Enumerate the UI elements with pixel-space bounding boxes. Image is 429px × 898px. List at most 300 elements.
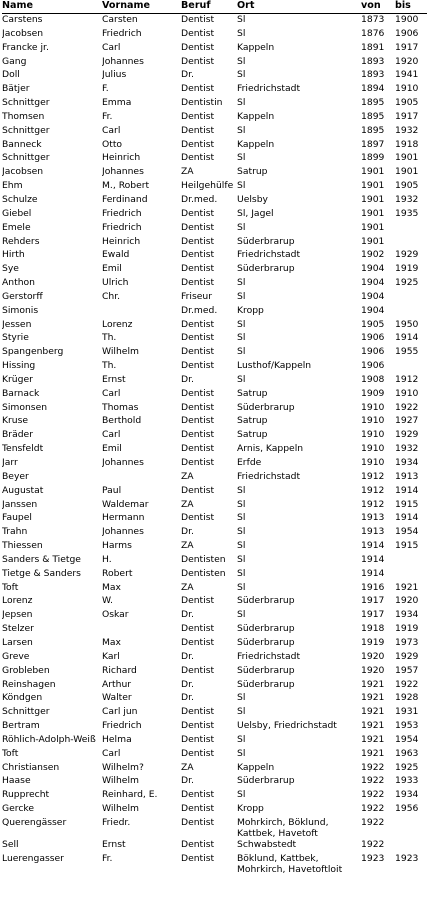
header-beruf: Beruf — [181, 0, 211, 11]
name-cell: Beyer — [2, 470, 29, 482]
vorname-cell: Carl — [102, 41, 121, 53]
beruf-cell: Dr. — [181, 775, 194, 787]
von-cell: 1873 — [361, 14, 385, 25]
vorname-cell: Wilhelm — [102, 775, 139, 787]
ort-cell: Sl — [237, 526, 246, 538]
table-row — [2, 180, 427, 194]
table-row — [2, 526, 427, 540]
bis-cell: 1932 — [395, 124, 419, 136]
table-row — [2, 374, 427, 388]
von-cell: 1913 — [361, 512, 385, 524]
vorname-cell: Max — [102, 581, 121, 593]
bis-cell: 1935 — [395, 207, 419, 219]
von-cell: 1921 — [361, 692, 385, 704]
table-row — [2, 42, 427, 56]
header-bis: bis — [395, 0, 411, 11]
von-cell: 1917 — [361, 595, 385, 607]
name-cell: Schnittger — [2, 152, 50, 164]
beruf-cell: Dentistin — [181, 97, 223, 109]
von-cell: 1912 — [361, 484, 385, 496]
vorname-cell: Johannes — [102, 526, 144, 538]
bis-cell: 1918 — [395, 138, 419, 150]
von-cell: 1921 — [361, 706, 385, 718]
von-cell: 1893 — [361, 55, 385, 67]
ort-cell: Sl — [237, 733, 246, 745]
ort-cell: Sl — [237, 27, 246, 39]
ort-cell: Sl — [237, 152, 246, 164]
name-cell: Toft — [2, 581, 19, 593]
name-cell: Stelzer — [2, 623, 34, 635]
vorname-cell: Wilhelm — [102, 346, 139, 358]
vorname-cell: Ernst — [102, 373, 126, 385]
beruf-cell: Dentisten — [181, 567, 226, 579]
bis-cell — [395, 568, 427, 582]
name-cell: Jacobsen — [2, 27, 44, 39]
bis-cell — [395, 236, 427, 250]
bis-cell — [395, 839, 427, 853]
vorname-cell: Reinhard, E. — [102, 789, 158, 801]
name-cell: Giebel — [2, 207, 32, 219]
beruf-cell: Dentist — [181, 318, 215, 330]
ort-cell: Kappeln — [237, 761, 275, 773]
table-row — [2, 748, 427, 762]
beruf-cell: Dr. — [181, 692, 194, 704]
beruf-cell: Dr. — [181, 69, 194, 81]
beruf-cell: Dentist — [181, 332, 215, 344]
von-cell: 1910 — [361, 415, 385, 427]
bis-cell: 1932 — [395, 193, 419, 205]
ort-cell: Sl — [237, 747, 246, 759]
bis-cell: 1915 — [395, 498, 419, 510]
table-row — [2, 839, 427, 853]
von-cell: 1904 — [361, 277, 385, 289]
bis-cell: 1933 — [395, 775, 419, 787]
name-cell: Gang — [2, 55, 27, 67]
beruf-cell: Dentist — [181, 387, 215, 399]
bis-cell — [395, 817, 427, 839]
bis-cell: 1954 — [395, 526, 419, 538]
ort-cell: Sl, Jagel — [237, 207, 274, 219]
ort-cell: Arnis, Kappeln — [237, 443, 304, 455]
name-cell: Trahn — [2, 526, 28, 538]
name-cell: Hissing — [2, 360, 36, 372]
header-ort: Ort — [237, 0, 255, 11]
beruf-cell: Dentist — [181, 636, 215, 648]
ort-cell: Sl — [237, 692, 246, 704]
table-row — [2, 277, 427, 291]
name-cell: Haase — [2, 775, 31, 787]
name-cell: Bertram — [2, 720, 40, 732]
beruf-cell: Dentist — [181, 221, 215, 233]
von-cell: 1922 — [361, 816, 385, 828]
header-row — [2, 0, 427, 14]
vorname-cell: Friedr. — [102, 816, 131, 828]
vorname-cell: Fr. — [102, 110, 113, 122]
vorname-cell — [102, 623, 181, 637]
name-cell: Doll — [2, 69, 20, 81]
table-row — [2, 637, 427, 651]
name-cell: Lorenz — [2, 595, 33, 607]
table-row — [2, 762, 427, 776]
table-row — [2, 789, 427, 803]
name-cell: Tensfeldt — [2, 443, 44, 455]
ort-cell: Sl — [237, 789, 246, 801]
name-cell: Reinshagen — [2, 678, 56, 690]
beruf-cell: Dentist — [181, 207, 215, 219]
vorname-cell: Otto — [102, 138, 123, 150]
vorname-cell: Friedrich — [102, 27, 142, 39]
ort-cell: Sl — [237, 484, 246, 496]
von-cell: 1895 — [361, 110, 385, 122]
table-row — [2, 139, 427, 153]
beruf-cell: Dentist — [181, 360, 215, 372]
von-cell: 1905 — [361, 318, 385, 330]
bis-cell: 1934 — [395, 609, 419, 621]
ort-cell: Sl — [237, 221, 246, 233]
name-cell: Emele — [2, 221, 31, 233]
name-cell: Krüger — [2, 373, 33, 385]
header-name: Name — [2, 0, 34, 11]
ort-cell: Sl — [237, 14, 246, 25]
vorname-cell: Emil — [102, 263, 122, 275]
von-cell: 1922 — [361, 761, 385, 773]
beruf-cell: Dentist — [181, 14, 215, 25]
name-cell: Querengässer — [2, 816, 67, 828]
table-row — [2, 775, 427, 789]
von-cell: 1906 — [361, 332, 385, 344]
name-cell: Schnittger — [2, 97, 50, 109]
beruf-cell: Dentist — [181, 83, 215, 95]
name-cell: Francke jr. — [2, 41, 49, 53]
von-cell: 1918 — [361, 623, 385, 635]
name-cell: Carstens — [2, 14, 43, 25]
vorname-cell: Carl — [102, 747, 121, 759]
table-row — [2, 69, 427, 83]
ort-cell: Süderbrarup — [237, 664, 295, 676]
vorname-cell: Walter — [102, 692, 132, 704]
name-cell: Köndgen — [2, 692, 43, 704]
bis-cell: 1955 — [395, 346, 419, 358]
von-cell: 1901 — [361, 221, 385, 233]
name-cell: Styrie — [2, 332, 29, 344]
beruf-cell: ZA — [181, 540, 194, 552]
name-cell: Bätjer — [2, 83, 30, 95]
vorname-cell: Max — [102, 636, 121, 648]
ort-cell: Süderbrarup — [237, 401, 295, 413]
table-row — [2, 415, 427, 429]
name-cell: Christiansen — [2, 761, 60, 773]
vorname-cell: Berthold — [102, 415, 142, 427]
von-cell: 1916 — [361, 581, 385, 593]
beruf-cell: Dentist — [181, 415, 215, 427]
ort-cell: Uelsby — [237, 193, 268, 205]
von-cell: 1910 — [361, 443, 385, 455]
von-cell: 1914 — [361, 553, 385, 565]
ort-cell: Kappeln — [237, 110, 275, 122]
ort-cell: Sl — [237, 318, 246, 330]
name-cell: Schnittger — [2, 706, 50, 718]
name-cell: Jepsen — [2, 609, 33, 621]
table-row — [2, 623, 427, 637]
bis-cell: 1950 — [395, 318, 419, 330]
name-cell: Bräder — [2, 429, 33, 441]
beruf-cell: Dentist — [181, 277, 215, 289]
bis-cell: 1941 — [395, 69, 419, 81]
bis-cell: 1912 — [395, 373, 419, 385]
vorname-cell: Johannes — [102, 55, 144, 67]
bis-cell: 1932 — [395, 443, 419, 455]
table-row — [2, 346, 427, 360]
beruf-cell: Dentist — [181, 803, 215, 815]
beruf-cell: ZA — [181, 166, 194, 178]
name-cell: Augustat — [2, 484, 44, 496]
name-cell: Jessen — [2, 318, 32, 330]
von-cell: 1910 — [361, 457, 385, 468]
von-cell: 1922 — [361, 775, 385, 787]
ort-cell: Böklund, Kattbek, Mohrkirch, Havetoftloit — [237, 852, 343, 875]
bis-cell: 1973 — [395, 636, 419, 648]
bis-cell: 1929 — [395, 429, 419, 441]
ort-cell: Lusthof/Kappeln — [237, 360, 312, 372]
von-cell: 1897 — [361, 138, 385, 150]
bis-cell: 1953 — [395, 720, 419, 732]
ort-cell: Süderbrarup — [237, 623, 295, 635]
beruf-cell: Dentist — [181, 852, 215, 864]
bis-cell: 1905 — [395, 180, 419, 192]
vorname-cell: F. — [102, 83, 109, 95]
table-row — [2, 222, 427, 236]
bis-cell: 1934 — [395, 457, 419, 468]
ort-cell: Satrup — [237, 387, 268, 399]
name-cell: Larsen — [2, 636, 33, 648]
vorname-cell: Thomas — [102, 401, 139, 413]
von-cell: 1922 — [361, 803, 385, 815]
ort-cell: Süderbrarup — [237, 595, 295, 607]
vorname-cell: Friedrich — [102, 720, 142, 732]
name-cell: Schulze — [2, 193, 38, 205]
bis-cell: 1956 — [395, 803, 419, 815]
name-cell: Grobleben — [2, 664, 50, 676]
ort-cell: Süderbrarup — [237, 636, 295, 648]
von-cell: 1904 — [361, 304, 385, 316]
beruf-cell: Dentist — [181, 789, 215, 801]
table-row — [2, 236, 427, 250]
ort-cell: Sl — [237, 540, 246, 552]
name-cell: Sye — [2, 263, 19, 275]
table-row — [2, 720, 427, 734]
ort-cell: Sl — [237, 373, 246, 385]
bis-cell: 1921 — [395, 581, 419, 593]
von-cell: 1921 — [361, 733, 385, 745]
ort-cell: Sl — [237, 706, 246, 718]
table-row — [2, 679, 427, 693]
von-cell: 1908 — [361, 373, 385, 385]
vorname-cell: Harms — [102, 540, 132, 552]
von-cell: 1914 — [361, 540, 385, 552]
von-cell: 1901 — [361, 180, 385, 192]
beruf-cell: ZA — [181, 761, 194, 773]
ort-cell: Sl — [237, 581, 246, 593]
bis-cell: 1963 — [395, 747, 419, 759]
bis-cell — [395, 305, 427, 319]
bis-cell: 1900 — [395, 14, 419, 25]
name-cell: Röhlich-Adolph-Weiß — [2, 733, 96, 745]
bis-cell — [395, 554, 427, 568]
name-cell: Barnack — [2, 387, 40, 399]
name-cell: Jarr — [2, 457, 18, 468]
beruf-cell: Friseur — [181, 290, 212, 302]
vorname-cell: Friedrich — [102, 221, 142, 233]
ort-cell: Uelsby, Friedrichstadt — [237, 720, 337, 732]
ort-cell: Sl — [237, 498, 246, 510]
vorname-cell: Ulrich — [102, 277, 129, 289]
ort-cell: Satrup — [237, 429, 268, 441]
table-row — [2, 249, 427, 263]
ort-cell: Sl — [237, 512, 246, 524]
table-row — [2, 817, 427, 839]
name-cell: Sanders & Tietge — [2, 553, 81, 565]
von-cell: 1921 — [361, 678, 385, 690]
bis-cell: 1910 — [395, 83, 419, 95]
table-row — [2, 853, 427, 875]
vorname-cell: Heinrich — [102, 152, 141, 164]
von-cell: 1893 — [361, 69, 385, 81]
table-row — [2, 56, 427, 70]
table-row — [2, 83, 427, 97]
beruf-cell: Dentist — [181, 152, 215, 164]
vorname-cell: Carsten — [102, 14, 138, 25]
name-cell: Ehm — [2, 180, 23, 192]
bis-cell: 1914 — [395, 484, 419, 496]
vorname-cell: M., Robert — [102, 180, 150, 192]
name-cell: Hirth — [2, 249, 25, 261]
bis-cell: 1914 — [395, 512, 419, 524]
name-cell: Thiessen — [2, 540, 43, 552]
ort-cell: Satrup — [237, 415, 268, 427]
beruf-cell: Dentist — [181, 816, 215, 828]
table-row — [2, 125, 427, 139]
vorname-cell: Paul — [102, 484, 122, 496]
bis-cell: 1929 — [395, 650, 419, 662]
vorname-cell: Th. — [102, 360, 117, 372]
beruf-cell: Dentist — [181, 55, 215, 67]
beruf-cell: Dentist — [181, 706, 215, 718]
vorname-cell: Waldemar — [102, 498, 149, 510]
vorname-cell: Wilhelm? — [102, 761, 144, 773]
beruf-cell: ZA — [181, 470, 194, 482]
von-cell: 1894 — [361, 83, 385, 95]
von-cell: 1923 — [361, 852, 385, 864]
beruf-cell: ZA — [181, 498, 194, 510]
beruf-cell: Dr. — [181, 526, 194, 538]
ort-cell: Friedrichstadt — [237, 249, 301, 261]
bis-cell: 1913 — [395, 470, 419, 482]
beruf-cell: Dr.med. — [181, 193, 218, 205]
bis-cell: 1917 — [395, 110, 419, 122]
table-row — [2, 665, 427, 679]
ort-cell: Friedrichstadt — [237, 470, 301, 482]
beruf-cell: Dr. — [181, 609, 194, 621]
beruf-cell: Dentisten — [181, 553, 226, 565]
beruf-cell: Dentist — [181, 457, 215, 468]
bis-cell: 1919 — [395, 623, 419, 635]
von-cell: 1899 — [361, 152, 385, 164]
beruf-cell: Dentist — [181, 733, 215, 745]
ort-cell: Kropp — [237, 304, 264, 316]
ort-cell: Satrup — [237, 166, 268, 178]
table-row — [2, 332, 427, 346]
vorname-cell: Carl — [102, 124, 121, 136]
ort-cell: Sl — [237, 609, 246, 621]
bis-cell: 1901 — [395, 166, 419, 178]
von-cell: 1906 — [361, 360, 385, 372]
vorname-cell: Hermann — [102, 512, 145, 524]
ort-cell: Friedrichstadt — [237, 650, 301, 662]
name-cell: Rupprecht — [2, 789, 50, 801]
name-cell: Sell — [2, 838, 19, 850]
table-row — [2, 208, 427, 222]
bis-cell: 1920 — [395, 55, 419, 67]
ort-cell: Sl — [237, 290, 246, 302]
vorname-cell: Th. — [102, 332, 117, 344]
vorname-cell: Emil — [102, 443, 122, 455]
vorname-cell: W. — [102, 595, 113, 607]
table-row — [2, 595, 427, 609]
vorname-cell: Carl — [102, 387, 121, 399]
von-cell: 1913 — [361, 526, 385, 538]
table-row — [2, 360, 427, 374]
von-cell: 1909 — [361, 387, 385, 399]
vorname-cell: Helma — [102, 733, 132, 745]
bis-cell: 1925 — [395, 277, 419, 289]
table-row — [2, 554, 427, 568]
ort-cell: Kropp — [237, 803, 264, 815]
table-row — [2, 609, 427, 623]
table-row — [2, 568, 427, 582]
name-cell: Spangenberg — [2, 346, 64, 358]
vorname-cell: H. — [102, 553, 112, 565]
vorname-cell: Fr. — [102, 852, 113, 864]
beruf-cell: Dentist — [181, 235, 215, 247]
ort-cell: Sl — [237, 97, 246, 109]
vorname-cell: Oskar — [102, 609, 129, 621]
vorname-cell: Friedrich — [102, 207, 142, 219]
ort-cell: Sl — [237, 553, 246, 565]
bis-cell: 1922 — [395, 678, 419, 690]
ort-cell: Kappeln — [237, 138, 275, 150]
ort-cell: Sl — [237, 277, 246, 289]
von-cell: 1904 — [361, 263, 385, 275]
ort-cell: Mohrkirch, Böklund, Kattbek, Havetoft — [237, 816, 329, 839]
name-cell: Schnittger — [2, 124, 50, 136]
bis-cell: 1931 — [395, 706, 419, 718]
von-cell: 1922 — [361, 838, 385, 850]
bis-cell — [395, 360, 427, 374]
table-row — [2, 263, 427, 277]
name-cell: Gerstorff — [2, 290, 43, 302]
ort-cell: Kappeln — [237, 41, 275, 53]
von-cell: 1910 — [361, 401, 385, 413]
vorname-cell: Lorenz — [102, 318, 133, 330]
vorname-cell: Wilhelm — [102, 803, 139, 815]
table-row — [2, 305, 427, 319]
dentist-register-table — [2, 0, 427, 875]
vorname-cell: Johannes — [102, 166, 144, 178]
von-cell: 1920 — [361, 650, 385, 662]
name-cell: Faupel — [2, 512, 32, 524]
von-cell: 1876 — [361, 27, 385, 39]
vorname-cell: Carl jun — [102, 706, 138, 718]
